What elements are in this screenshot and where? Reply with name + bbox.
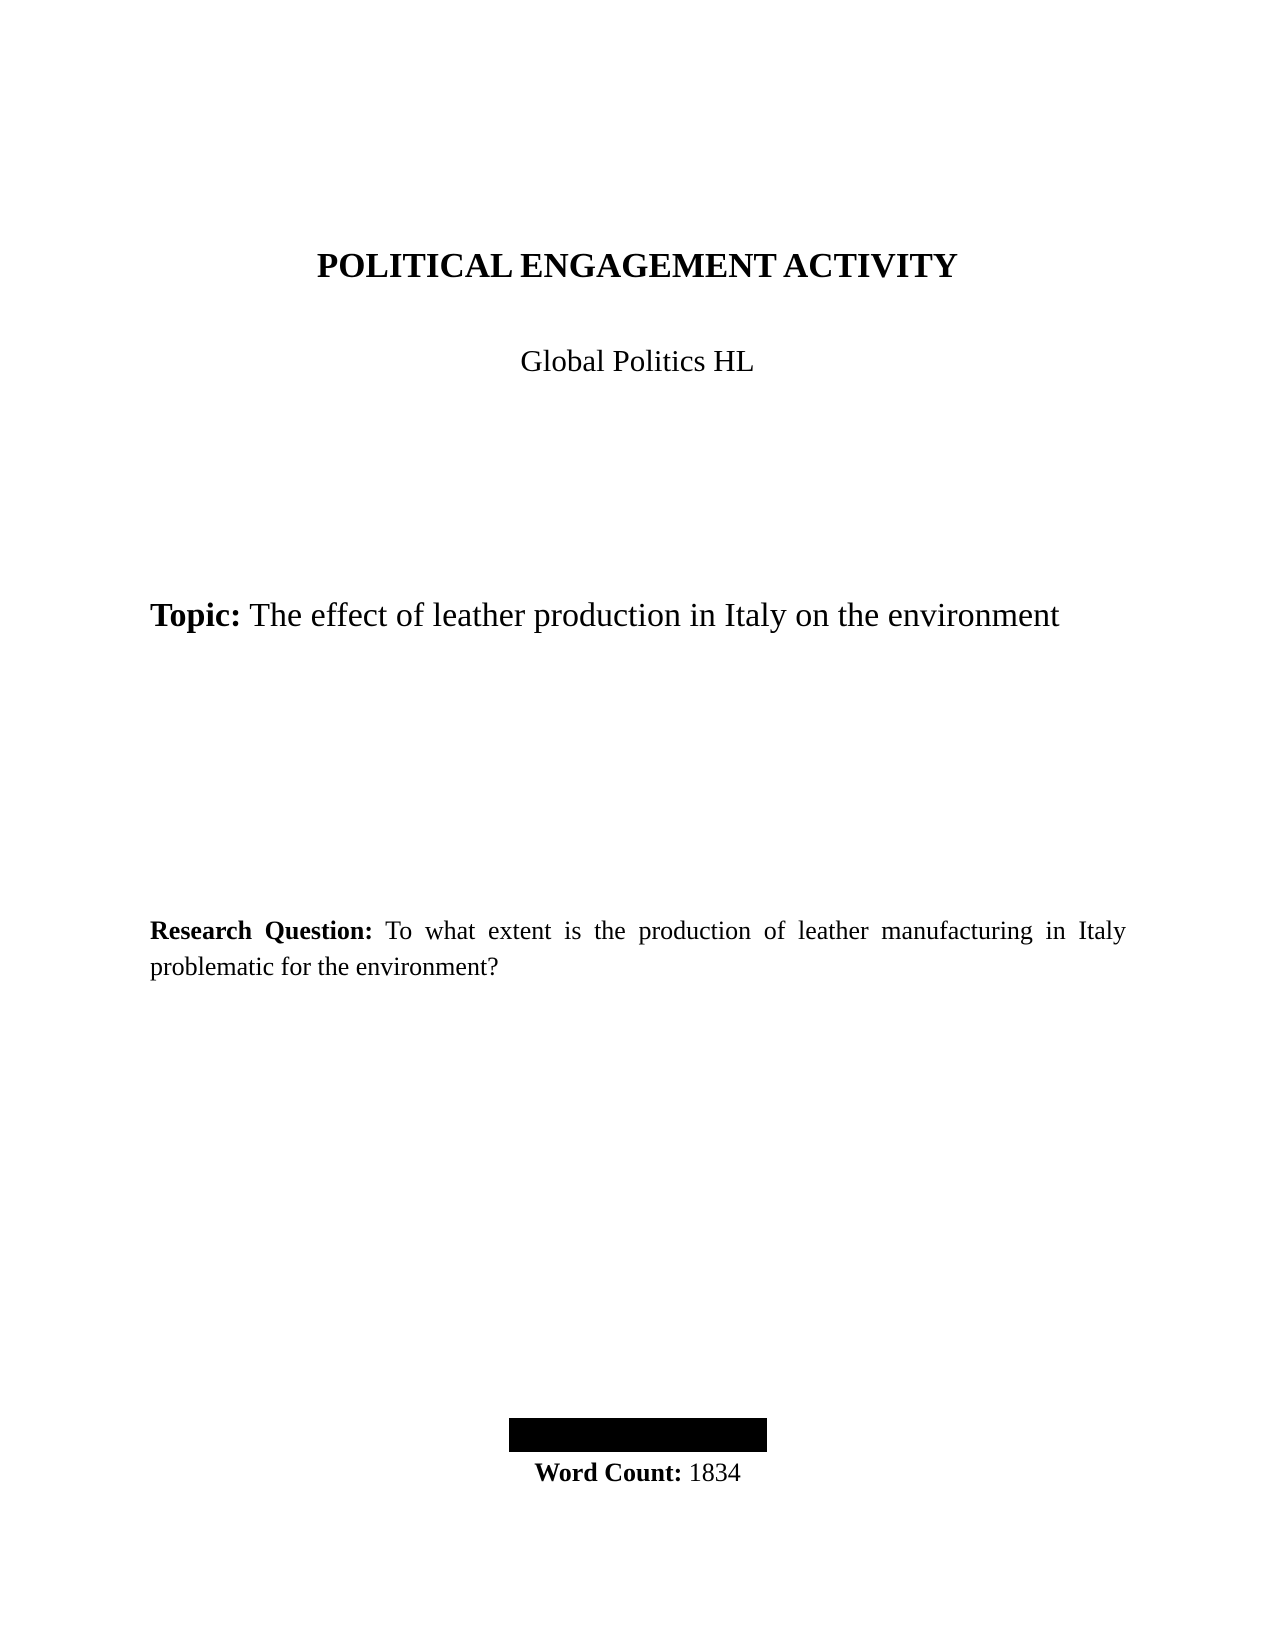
topic-text: The effect of leather production in Italy on the environment — [249, 597, 1060, 634]
research-question-label: Research Question: — [150, 916, 373, 945]
redaction-bar — [509, 1418, 767, 1452]
word-count-line — [0, 1457, 1275, 1488]
topic-line — [150, 596, 1140, 637]
course-subtitle: Global Politics HL — [520, 343, 755, 378]
research-question-text: To what extent is the production of leather manufacturing in Italy problematic for the environment? — [150, 916, 1127, 981]
word-count-label: Word Count: — [534, 1458, 683, 1487]
topic-label: Topic: — [150, 597, 242, 634]
research-question-paragraph — [150, 913, 1126, 985]
word-count-value: 1834 — [688, 1458, 741, 1487]
page-title: POLITICAL ENGAGEMENT ACTIVITY — [316, 246, 959, 285]
